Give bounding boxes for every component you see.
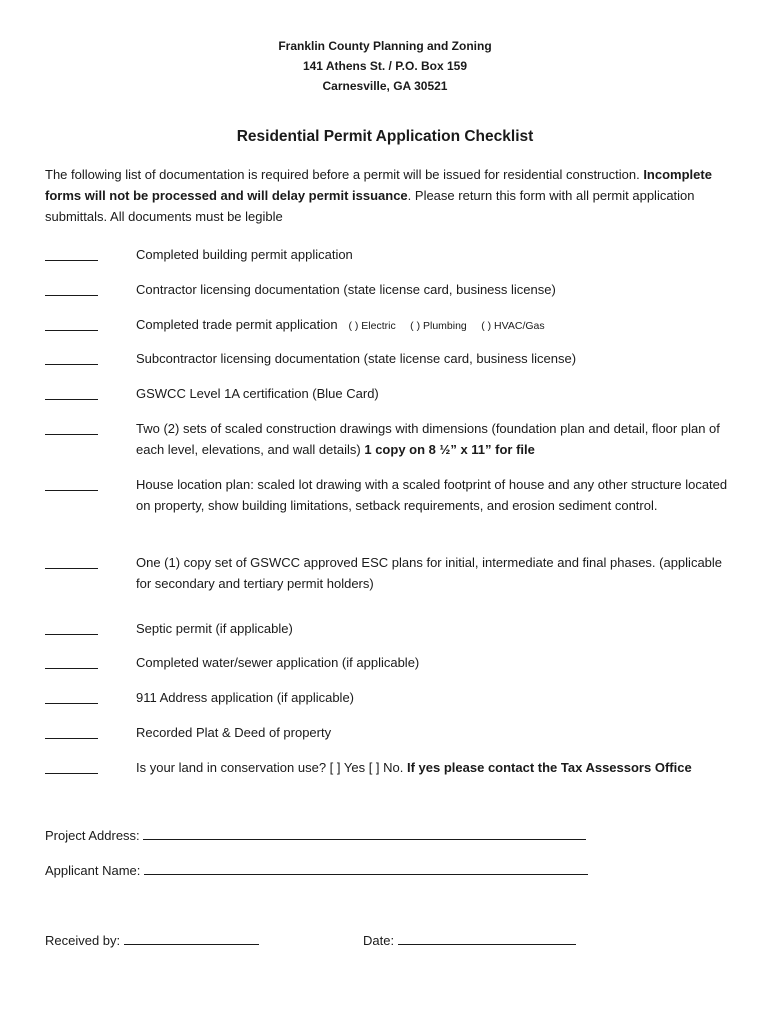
item-label: Completed building permit application (136, 247, 353, 262)
item-label: 911 Address application (if applicable) (136, 690, 355, 705)
page-title: Residential Permit Application Checklist (236, 128, 534, 145)
project-address-row (45, 826, 586, 846)
document-header (0, 36, 770, 96)
check-blank[interactable] (45, 634, 98, 635)
hvac-gas-option[interactable]: ( ) HVAC/Gas (481, 320, 545, 332)
item-label: Recorded Plat & Deed of property (136, 725, 332, 740)
electric-option[interactable]: ( ) Electric (348, 320, 396, 332)
check-blank[interactable] (45, 434, 98, 435)
item-label: Subcontractor licensing documentation (state license card, business license) (136, 351, 577, 366)
applicant-name-row (45, 861, 588, 881)
check-blank[interactable] (45, 568, 98, 569)
check-blank[interactable] (45, 364, 98, 365)
trade-permit-label: Completed trade permit application (136, 317, 338, 332)
item-label: Completed water/sewer application (if applicable) (136, 655, 420, 670)
check-blank[interactable] (45, 703, 98, 704)
applicant-name-label: Applicant Name: (45, 863, 141, 878)
date-row (363, 931, 576, 951)
check-blank[interactable] (45, 773, 98, 774)
project-address-label: Project Address: (45, 828, 140, 843)
item-label: GSWCC Level 1A certification (Blue Card) (136, 386, 379, 401)
applicant-name-field[interactable] (144, 862, 588, 875)
check-blank[interactable] (45, 330, 98, 331)
received-by-field[interactable] (124, 932, 259, 945)
received-by-label: Received by: (45, 933, 121, 948)
intro-paragraph (45, 164, 735, 227)
item-label: One (1) copy set of GSWCC approved ESC plans for initial, intermediate and final phases. (applicable for secondary and tertiary permit holders) (136, 555, 723, 591)
check-blank[interactable] (45, 668, 98, 669)
org-city: Carnesville, GA 30521 (322, 79, 448, 93)
item-label (136, 314, 732, 337)
check-blank[interactable] (45, 295, 98, 296)
check-blank[interactable] (45, 738, 98, 739)
date-field[interactable] (398, 932, 576, 945)
conservation-note: If yes please contact the Tax Assessors Office (407, 760, 692, 775)
project-address-field[interactable] (143, 827, 586, 840)
item-label (136, 757, 732, 778)
intro-rest: . Please return this form with all permit application submittals. All documents must be legible (45, 188, 695, 224)
org-name: Franklin County Planning and Zoning (278, 39, 492, 53)
received-by-row (45, 931, 259, 951)
check-blank[interactable] (45, 490, 98, 491)
conservation-question: Is your land in conservation use? [ ] Yes [ ] No. (136, 760, 407, 775)
date-label: Date: (363, 933, 395, 948)
intro-line: The following list of documentation is required before a permit will be issued for residential construction. (45, 167, 640, 182)
drawings-copy-note: 1 copy on 8 ½” x 11” for file (364, 442, 535, 457)
item-label (136, 418, 732, 460)
item-label: Septic permit (if applicable) (136, 621, 293, 636)
drawings-text: Two (2) sets of scaled construction drawings with dimensions (foundation plan and detail, floor plan of each level, elevations, and wall details) (136, 421, 720, 457)
org-address: 141 Athens St. / P.O. Box 159 (302, 59, 468, 73)
plumbing-option[interactable]: ( ) Plumbing (410, 320, 467, 332)
item-label: Contractor licensing documentation (state license card, business license) (136, 282, 556, 297)
intro-warning: Incomplete forms will not be processed and will delay permit issuance (45, 167, 712, 203)
item-label: House location plan: scaled lot drawing with a scaled footprint of house and any other structure located on property, show building limitations, setback requirements, and erosion sediment control. (136, 477, 728, 513)
check-blank[interactable] (45, 260, 98, 261)
check-blank[interactable] (45, 399, 98, 400)
